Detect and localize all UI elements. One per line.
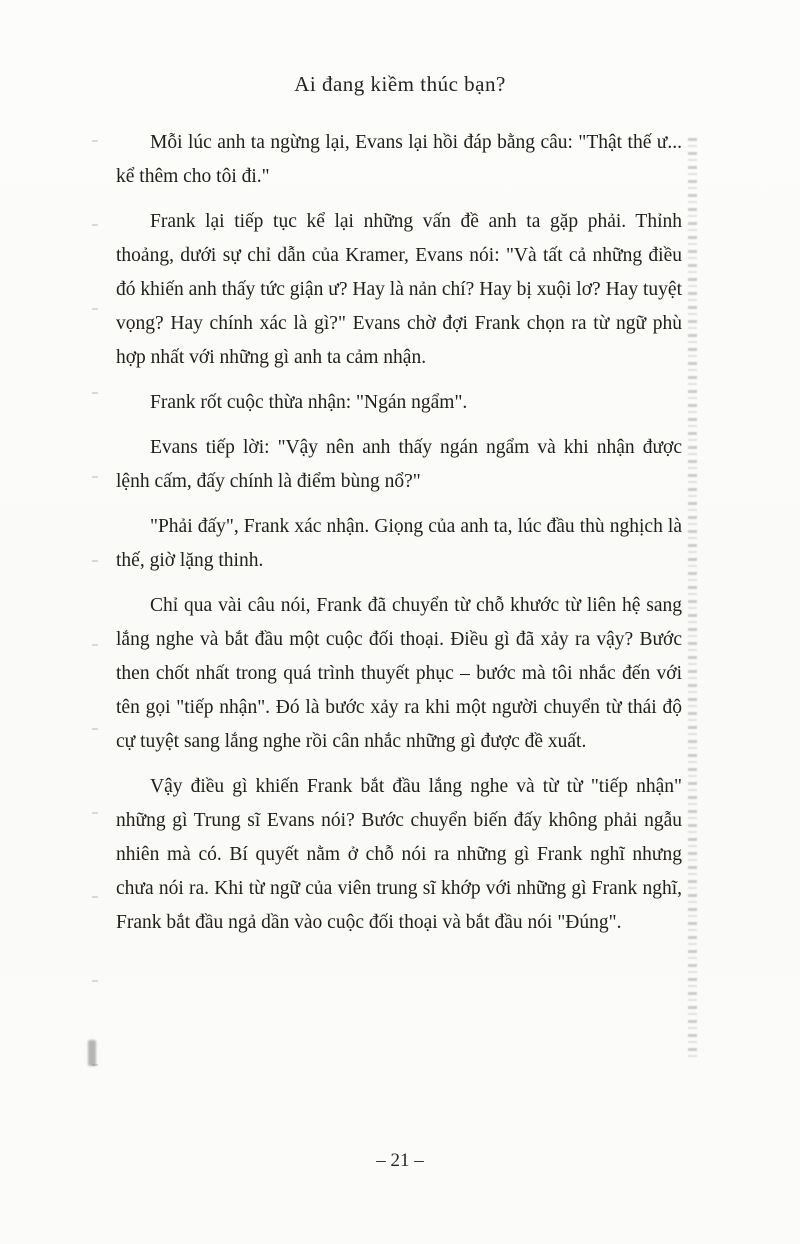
paragraph: Chỉ qua vài câu nói, Frank đã chuyển từ chỗ khước từ liên hệ sang lắng nghe và bắt đầu một cuộc đối thoại. Điều gì đã xảy ra vậy? Bước then chốt nhất trong quá trình thuyết phục – bước mà tôi nhắc đến với tên gọi "tiếp nhận". Đó là bước xảy ra khi một người chuyển từ thái độ cự tuyệt sang lắng nghe rồi cân nhắc những gì được đề xuất. [116, 595, 682, 752]
paragraph: Evans tiếp lời: "Vậy nên anh thấy ngán ngẩm và khi nhận được lệnh cấm, đấy chính là điểm bùng nổ?" [116, 437, 682, 492]
paragraph: Frank rốt cuộc thừa nhận: "Ngán ngẩm". [150, 392, 468, 413]
scan-artifact-right [688, 138, 697, 1060]
scan-artifact-smudge [88, 1040, 96, 1066]
running-header: Ai đang kiềm thúc bạn? [294, 72, 506, 96]
page-body [116, 126, 682, 951]
paragraph: Vậy điều gì khiến Frank bắt đầu lắng nghe và từ từ "tiếp nhận" những gì Trung sĩ Evans nói? Bước chuyển biến đấy không phải ngẫu nhiên mà có. Bí quyết nằm ở chỗ nói ra những gì Frank nghĩ nhưng chưa nói ra. Khi từ ngữ của viên trung sĩ khớp với những gì Frank nghĩ, Frank bắt đầu ngả dần vào cuộc đối thoại và bắt đầu nói "Đúng". [116, 776, 682, 933]
paragraph: Mỗi lúc anh ta ngừng lại, Evans lại hồi đáp bằng câu: "Thật thế ư... kể thêm cho tôi đi." [116, 132, 682, 187]
page-number: – 21 – [376, 1150, 424, 1171]
scan-artifact-left [92, 140, 98, 1070]
paragraph: "Phải đấy", Frank xác nhận. Giọng của anh ta, lúc đầu thù nghịch là thế, giờ lặng thinh. [116, 516, 682, 571]
paragraph: Frank lại tiếp tục kể lại những vấn đề anh ta gặp phải. Thỉnh thoảng, dưới sự chỉ dẫn của Kramer, Evans nói: "Và tất cả những điều đó khiến anh thấy tức giận ư? Hay là nản chí? Hay bị xuội lơ? Hay tuyệt vọng? Hay chính xác là gì?" Evans chờ đợi Frank chọn ra từ ngữ phù hợp nhất với những gì anh ta cảm nhận. [116, 211, 682, 368]
